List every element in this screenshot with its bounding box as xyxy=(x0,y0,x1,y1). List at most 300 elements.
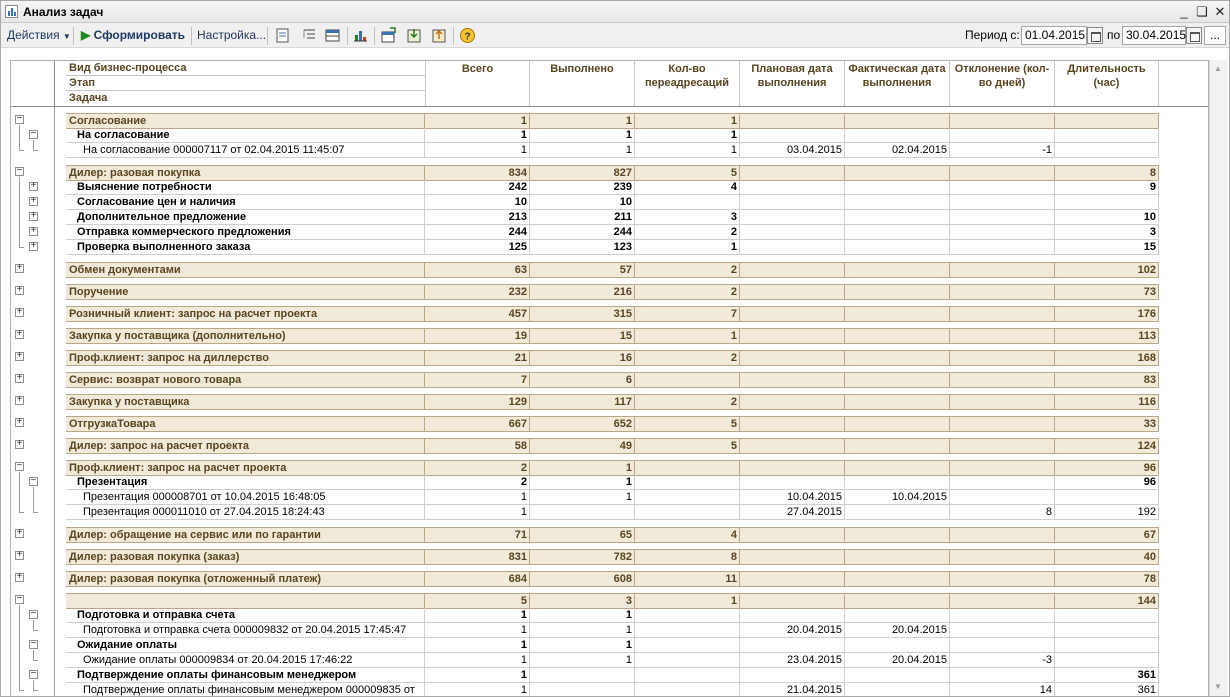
actual-date-cell: 02.04.2015 xyxy=(845,143,950,158)
planned-date-cell xyxy=(740,210,845,225)
name-cell: Дополнительное предложение xyxy=(66,210,425,225)
scroll-up-icon[interactable]: ▲ xyxy=(1214,64,1222,73)
stage-row[interactable] xyxy=(66,195,1159,210)
tree-divider xyxy=(54,107,55,696)
actual-date-cell xyxy=(845,395,950,410)
redirects-cell: 8 xyxy=(635,550,740,565)
name-cell: Поручение xyxy=(66,285,425,300)
save-icon[interactable] xyxy=(406,27,423,44)
table-icon[interactable] xyxy=(324,27,341,44)
tree-connector xyxy=(33,620,34,630)
group-row[interactable] xyxy=(66,350,1159,365)
collapse-icon[interactable]: − xyxy=(30,129,37,140)
header-stage: Этап xyxy=(66,76,425,91)
expand-icon[interactable]: + xyxy=(16,395,23,406)
total-cell: 1 xyxy=(425,128,530,143)
actual-date-cell: 10.04.2015 xyxy=(845,490,950,505)
name-cell: Дилер: разовая покупка (отложенный платеж) xyxy=(66,572,425,587)
chevron-down-icon: ▼ xyxy=(62,32,71,41)
duration-cell: 96 xyxy=(1055,461,1159,476)
deviation-cell xyxy=(950,439,1055,454)
total-cell: 684 xyxy=(425,572,530,587)
name-cell: Дилер: разовая покупка xyxy=(66,166,425,181)
actions-menu[interactable]: Действия ▼ xyxy=(7,28,71,42)
planned-date-cell xyxy=(740,572,845,587)
deviation-cell xyxy=(950,240,1055,255)
task-row[interactable] xyxy=(66,653,1159,668)
collapse-icon[interactable]: − xyxy=(16,166,23,177)
duration-cell: 176 xyxy=(1055,307,1159,322)
name-cell: Дилер: разовая покупка (заказ) xyxy=(66,550,425,565)
actual-date-cell xyxy=(845,608,950,623)
group-row[interactable] xyxy=(66,527,1159,542)
name-cell: Презентация xyxy=(66,475,425,490)
duration-cell: 113 xyxy=(1055,329,1159,344)
total-cell: 1 xyxy=(425,490,530,505)
done-cell: 1 xyxy=(530,114,635,129)
collapse-icon[interactable]: − xyxy=(16,594,23,605)
planned-date-cell xyxy=(740,225,845,240)
header-duration: Длительность (час) xyxy=(1055,61,1159,106)
total-cell: 63 xyxy=(425,263,530,278)
export-table-icon[interactable] xyxy=(380,27,397,44)
group-row[interactable] xyxy=(66,416,1159,431)
tree-connector xyxy=(33,512,38,513)
name-cell: Ожидание оплаты 000009834 от 20.04.2015 17:46:22 xyxy=(66,653,425,668)
header-redirects: Кол-во переадресаций xyxy=(635,61,740,106)
duration-cell: 40 xyxy=(1055,550,1159,565)
name-cell: Подтверждение оплаты финансовым менеджером xyxy=(66,668,425,683)
group-row[interactable] xyxy=(66,306,1159,321)
actual-date-cell xyxy=(845,225,950,240)
name-cell xyxy=(66,594,425,609)
stage-row[interactable] xyxy=(66,180,1159,195)
deviation-cell xyxy=(950,114,1055,129)
actual-date-cell xyxy=(845,329,950,344)
calendar-icon[interactable] xyxy=(1087,27,1103,44)
expand-icon[interactable]: + xyxy=(16,351,23,362)
expand-icon[interactable]: + xyxy=(16,263,23,274)
name-cell: Розничный клиент: запрос на расчет проекта xyxy=(66,307,425,322)
stage-row[interactable] xyxy=(66,638,1159,653)
deviation-cell xyxy=(950,608,1055,623)
table-header xyxy=(11,61,1209,107)
expand-icon[interactable]: + xyxy=(30,241,37,252)
stage-row[interactable] xyxy=(66,608,1159,623)
redirects-cell: 1 xyxy=(635,329,740,344)
group-row[interactable] xyxy=(66,372,1159,387)
duration-cell: 96 xyxy=(1055,475,1159,490)
redirects-cell: 2 xyxy=(635,395,740,410)
expand-icon[interactable]: + xyxy=(30,226,37,237)
total-cell: 1 xyxy=(425,683,530,696)
name-cell: Закупка у поставщика (дополнительно) xyxy=(66,329,425,344)
period-select-button[interactable]: ... xyxy=(1204,26,1226,45)
scroll-down-icon[interactable]: ▼ xyxy=(1214,682,1222,691)
to-label: по xyxy=(1107,28,1121,42)
planned-date-cell: 03.04.2015 xyxy=(740,143,845,158)
group-row[interactable] xyxy=(66,438,1159,453)
actual-date-cell: 20.04.2015 xyxy=(845,653,950,668)
expand-icon[interactable]: + xyxy=(30,196,37,207)
planned-date-cell xyxy=(740,240,845,255)
group-row[interactable] xyxy=(66,549,1159,564)
group-row[interactable] xyxy=(66,165,1159,180)
actual-date-cell xyxy=(845,475,950,490)
restore-icon[interactable]: ❏ xyxy=(1196,4,1208,19)
separator xyxy=(374,27,375,45)
expand-icon[interactable]: + xyxy=(16,528,23,539)
done-cell: 1 xyxy=(530,128,635,143)
planned-date-cell xyxy=(740,195,845,210)
tree-connector xyxy=(19,605,20,690)
tree-connector xyxy=(33,680,34,690)
planned-date-cell xyxy=(740,329,845,344)
duration-cell xyxy=(1055,653,1159,668)
grouping-icon[interactable] xyxy=(301,27,318,44)
total-cell: 831 xyxy=(425,550,530,565)
duration-cell: 116 xyxy=(1055,395,1159,410)
done-cell: 244 xyxy=(530,225,635,240)
actual-date-cell xyxy=(845,550,950,565)
name-cell: Проверка выполненного заказа xyxy=(66,240,425,255)
group-row[interactable] xyxy=(66,460,1159,475)
separator xyxy=(267,27,268,45)
done-cell: 3 xyxy=(530,594,635,609)
done-cell: 1 xyxy=(530,608,635,623)
redirects-cell: 1 xyxy=(635,128,740,143)
duration-cell: 33 xyxy=(1055,417,1159,432)
deviation-cell xyxy=(950,623,1055,638)
duration-cell: 8 xyxy=(1055,166,1159,181)
total-cell: 19 xyxy=(425,329,530,344)
actual-date-cell xyxy=(845,114,950,129)
duration-cell: 78 xyxy=(1055,572,1159,587)
vertical-scrollbar[interactable] xyxy=(1209,60,1227,696)
collapse-icon[interactable]: − xyxy=(16,461,23,472)
collapse-icon[interactable]: − xyxy=(30,669,37,680)
report-table[interactable] xyxy=(10,60,1209,696)
expand-icon[interactable]: + xyxy=(30,211,37,222)
window-title: Анализ задач xyxy=(23,5,104,19)
duration-cell xyxy=(1055,195,1159,210)
duration-cell: 15 xyxy=(1055,240,1159,255)
planned-date-cell xyxy=(740,528,845,543)
total-cell: 213 xyxy=(425,210,530,225)
duration-cell: 10 xyxy=(1055,210,1159,225)
total-cell: 1 xyxy=(425,143,530,158)
deviation-cell xyxy=(950,373,1055,388)
group-row[interactable] xyxy=(66,571,1159,586)
header-actual-date: Фактическая дата выполнения xyxy=(845,61,950,106)
redirects-cell: 1 xyxy=(635,594,740,609)
name-cell: На согласование xyxy=(66,128,425,143)
actual-date-cell xyxy=(845,285,950,300)
settings-button[interactable]: Настройка... xyxy=(197,28,267,42)
separator xyxy=(73,27,74,45)
expand-icon[interactable]: + xyxy=(16,329,23,340)
redirects-cell: 7 xyxy=(635,307,740,322)
done-cell: 315 xyxy=(530,307,635,322)
actual-date-cell xyxy=(845,373,950,388)
deviation-cell xyxy=(950,285,1055,300)
actual-date-cell xyxy=(845,180,950,195)
actual-date-cell xyxy=(845,128,950,143)
redirects-cell xyxy=(635,505,740,520)
group-row[interactable] xyxy=(66,262,1159,277)
planned-date-cell xyxy=(740,668,845,683)
header-deviation: Отклонение (кол-во дней) xyxy=(950,61,1055,106)
name-cell: Проф.клиент: запрос на расчет проекта xyxy=(66,461,425,476)
actual-date-cell xyxy=(845,572,950,587)
deviation-cell: 14 xyxy=(950,683,1055,696)
actual-date-cell xyxy=(845,263,950,278)
group-row[interactable] xyxy=(66,593,1159,608)
name-cell: Закупка у поставщика xyxy=(66,395,425,410)
expand-icon[interactable]: + xyxy=(30,181,37,192)
document-icon[interactable] xyxy=(274,27,291,44)
minimize-icon[interactable]: _ xyxy=(1180,4,1188,19)
deviation-cell xyxy=(950,210,1055,225)
redirects-cell xyxy=(635,608,740,623)
redirects-cell: 1 xyxy=(635,114,740,129)
total-cell: 1 xyxy=(425,623,530,638)
duration-cell: 192 xyxy=(1055,505,1159,520)
deviation-cell xyxy=(950,668,1055,683)
play-icon: ▶ xyxy=(81,28,91,42)
total-cell: 1 xyxy=(425,608,530,623)
total-cell: 1 xyxy=(425,114,530,129)
redirects-cell: 2 xyxy=(635,285,740,300)
redirects-cell xyxy=(635,373,740,388)
grouping-tree xyxy=(11,61,57,696)
planned-date-cell xyxy=(740,285,845,300)
done-cell: 1 xyxy=(530,653,635,668)
close-icon[interactable]: ✕ xyxy=(1214,4,1226,19)
expand-icon[interactable]: + xyxy=(16,550,23,561)
deviation-cell xyxy=(950,351,1055,366)
task-row[interactable] xyxy=(66,143,1159,158)
name-cell: На согласование 000007117 от 02.04.2015 11:45:07 xyxy=(66,143,425,158)
actual-date-cell xyxy=(845,195,950,210)
total-cell: 2 xyxy=(425,461,530,476)
actual-date-cell xyxy=(845,439,950,454)
collapse-icon[interactable]: − xyxy=(30,609,37,620)
planned-date-cell: 10.04.2015 xyxy=(740,490,845,505)
deviation-cell xyxy=(950,594,1055,609)
deviation-cell xyxy=(950,225,1055,240)
actual-date-cell xyxy=(845,166,950,181)
separator xyxy=(347,27,348,45)
task-row[interactable] xyxy=(66,490,1159,505)
generate-button[interactable]: ▶ Сформировать xyxy=(81,28,185,42)
duration-cell: 3 xyxy=(1055,225,1159,240)
redirects-cell xyxy=(635,490,740,505)
duration-cell xyxy=(1055,638,1159,653)
name-cell: Отправка коммерческого предложения xyxy=(66,225,425,240)
deviation-cell xyxy=(950,195,1055,210)
total-cell: 244 xyxy=(425,225,530,240)
total-cell: 1 xyxy=(425,638,530,653)
header-process-type: Вид бизнес-процесса xyxy=(66,61,425,76)
total-cell: 2 xyxy=(425,475,530,490)
deviation-cell: 8 xyxy=(950,505,1055,520)
chart-icon[interactable] xyxy=(352,27,369,44)
planned-date-cell xyxy=(740,638,845,653)
redirects-cell: 4 xyxy=(635,180,740,195)
name-cell: Подготовка и отправка счета xyxy=(66,608,425,623)
stage-row[interactable] xyxy=(66,668,1159,683)
actual-date-cell xyxy=(845,351,950,366)
redirects-cell xyxy=(635,668,740,683)
tree-connector xyxy=(33,140,34,150)
planned-date-cell xyxy=(740,114,845,129)
actual-date-cell xyxy=(845,505,950,520)
done-cell: 782 xyxy=(530,550,635,565)
planned-date-cell: 21.04.2015 xyxy=(740,683,845,696)
name-cell: Ожидание оплаты xyxy=(66,638,425,653)
redirects-cell: 2 xyxy=(635,351,740,366)
deviation-cell: -3 xyxy=(950,653,1055,668)
redirects-cell: 2 xyxy=(635,263,740,278)
duration-cell: 67 xyxy=(1055,528,1159,543)
actual-date-cell xyxy=(845,417,950,432)
name-cell: Подтверждение оплаты финансовым менеджером 000009835 от xyxy=(66,683,425,696)
duration-cell: 102 xyxy=(1055,263,1159,278)
done-cell: 49 xyxy=(530,439,635,454)
collapse-icon[interactable]: − xyxy=(16,114,23,125)
tree-connector xyxy=(33,690,38,691)
header-task: Задача xyxy=(69,92,108,104)
deviation-cell xyxy=(950,180,1055,195)
name-cell: Обмен документами xyxy=(66,263,425,278)
done-cell: 1 xyxy=(530,143,635,158)
help-icon[interactable] xyxy=(459,27,476,44)
total-cell: 129 xyxy=(425,395,530,410)
expand-icon[interactable]: + xyxy=(16,439,23,450)
done-cell: 117 xyxy=(530,395,635,410)
period-label: Период с: xyxy=(965,28,1020,42)
planned-date-cell xyxy=(740,307,845,322)
group-row[interactable] xyxy=(66,284,1159,299)
done-cell xyxy=(530,505,635,520)
collapse-icon[interactable]: − xyxy=(30,639,37,650)
report-icon xyxy=(5,5,18,18)
redirects-cell: 11 xyxy=(635,572,740,587)
task-row[interactable] xyxy=(66,623,1159,638)
planned-date-cell xyxy=(740,166,845,181)
actual-date-cell xyxy=(845,638,950,653)
duration-cell xyxy=(1055,623,1159,638)
expand-icon[interactable]: + xyxy=(16,572,23,583)
redirects-cell: 5 xyxy=(635,417,740,432)
total-cell: 242 xyxy=(425,180,530,195)
name-cell: Согласование цен и наличия xyxy=(66,195,425,210)
deviation-cell xyxy=(950,461,1055,476)
tree-connector xyxy=(19,512,24,513)
redirects-cell xyxy=(635,683,740,696)
name-cell: Проф.клиент: запрос на диллерство xyxy=(66,351,425,366)
redirects-cell xyxy=(635,461,740,476)
duration-cell: 83 xyxy=(1055,373,1159,388)
done-cell: 123 xyxy=(530,240,635,255)
stage-row[interactable] xyxy=(66,210,1159,225)
stage-row[interactable] xyxy=(66,240,1159,255)
period-to-field[interactable]: 30.04.2015 xyxy=(1122,26,1186,45)
actual-date-cell: 20.04.2015 xyxy=(845,623,950,638)
deviation-cell xyxy=(950,475,1055,490)
tree-connector xyxy=(33,150,38,151)
name-cell: Подготовка и отправка счета 000009832 от 20.04.2015 17:45:47 xyxy=(66,623,425,638)
task-row[interactable] xyxy=(66,683,1159,696)
stage-row[interactable] xyxy=(66,475,1159,490)
expand-icon[interactable]: + xyxy=(16,285,23,296)
done-cell: 65 xyxy=(530,528,635,543)
done-cell xyxy=(530,683,635,696)
total-cell: 10 xyxy=(425,195,530,210)
name-cell: Презентация 000008701 от 10.04.2015 16:48:05 xyxy=(66,490,425,505)
redirects-cell: 5 xyxy=(635,166,740,181)
redirects-cell: 2 xyxy=(635,225,740,240)
tree-connector xyxy=(19,472,20,512)
group-row[interactable] xyxy=(66,328,1159,343)
redirects-cell xyxy=(635,623,740,638)
redirects-cell xyxy=(635,475,740,490)
expand-icon[interactable]: + xyxy=(16,417,23,428)
header-done: Выполнено xyxy=(530,61,635,106)
header-total: Всего xyxy=(425,61,530,106)
total-cell: 457 xyxy=(425,307,530,322)
done-cell: 652 xyxy=(530,417,635,432)
period-from-field[interactable]: 01.04.2015 xyxy=(1021,26,1087,45)
name-cell: Сервис: возврат нового товара xyxy=(66,373,425,388)
expand-icon[interactable]: + xyxy=(16,307,23,318)
planned-date-cell: 23.04.2015 xyxy=(740,653,845,668)
done-cell: 608 xyxy=(530,572,635,587)
stage-row[interactable] xyxy=(66,128,1159,143)
total-cell: 71 xyxy=(425,528,530,543)
planned-date-cell xyxy=(740,594,845,609)
total-cell: 667 xyxy=(425,417,530,432)
collapse-icon[interactable]: − xyxy=(30,476,37,487)
total-cell: 1 xyxy=(425,505,530,520)
separator xyxy=(191,27,192,45)
stage-row[interactable] xyxy=(66,225,1159,240)
actual-date-cell xyxy=(845,240,950,255)
task-row[interactable] xyxy=(66,505,1159,520)
duration-cell xyxy=(1055,114,1159,129)
expand-icon[interactable]: + xyxy=(16,373,23,384)
actual-date-cell xyxy=(845,668,950,683)
name-cell: ОтгрузкаТовара xyxy=(66,417,425,432)
planned-date-cell xyxy=(740,608,845,623)
duration-cell: 168 xyxy=(1055,351,1159,366)
planned-date-cell xyxy=(740,461,845,476)
redirects-cell xyxy=(635,653,740,668)
actual-date-cell xyxy=(845,528,950,543)
load-icon[interactable] xyxy=(431,27,448,44)
total-cell: 1 xyxy=(425,653,530,668)
actual-date-cell xyxy=(845,683,950,696)
group-row[interactable] xyxy=(66,113,1159,128)
calendar-icon[interactable] xyxy=(1186,27,1202,44)
done-cell: 239 xyxy=(530,180,635,195)
tree-connector xyxy=(19,125,20,150)
deviation-cell: -1 xyxy=(950,143,1055,158)
actual-date-cell xyxy=(845,461,950,476)
total-cell: 232 xyxy=(425,285,530,300)
group-row[interactable] xyxy=(66,394,1159,409)
